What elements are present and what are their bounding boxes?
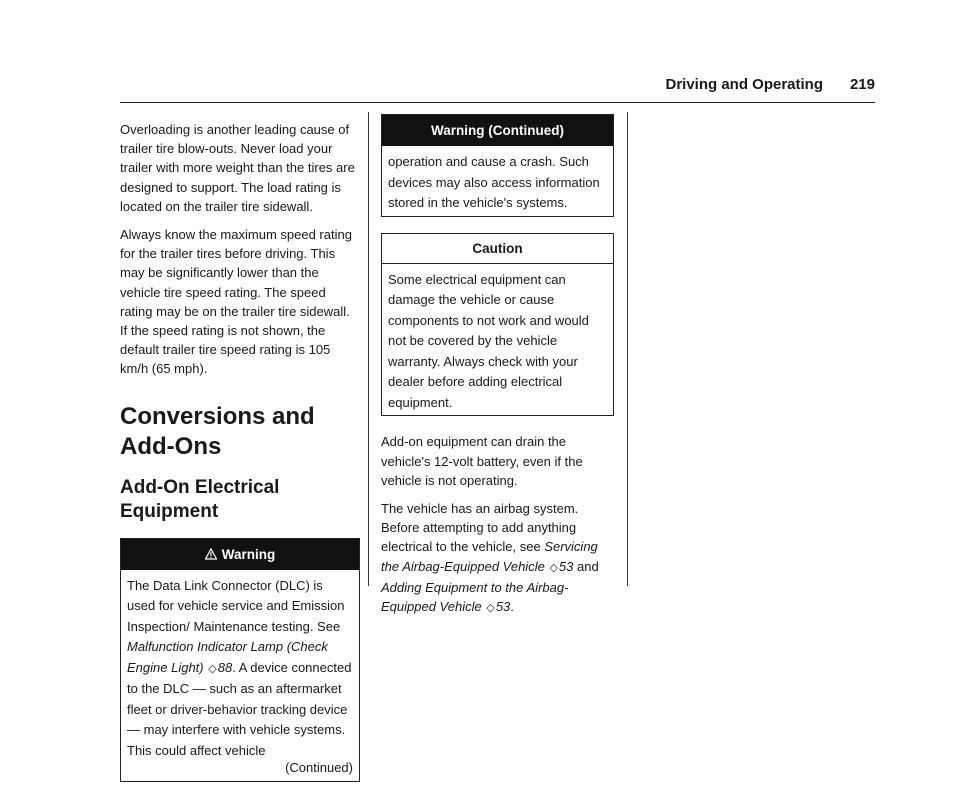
warning-text: The Data Link Connector (DLC) is used for vehicle service and Emission Inspection/ Maintenance testing. See bbox=[127, 577, 345, 634]
warning-continued-body: operation and cause a crash. Such devices may also access information stored in the vehicle's systems. bbox=[388, 154, 600, 211]
paragraph: Overloading is another leading cause of trailer tire blow-outs. Never load your trailer with more weight than the tires are designed to support. The load rating is located on the trailer tire sidewall. bbox=[120, 122, 355, 214]
cross-reference-link[interactable]: Servicing the Airbag-Equipped Vehicle bbox=[381, 539, 598, 574]
warning-box bbox=[120, 538, 360, 782]
section-heading: Conversions and Add-Ons bbox=[120, 402, 315, 460]
subsection-heading: Add-On Electrical Equipment bbox=[120, 476, 280, 522]
column-divider bbox=[368, 112, 369, 586]
period-text: . bbox=[510, 599, 514, 615]
middle-column bbox=[381, 114, 614, 627]
column-divider bbox=[627, 112, 628, 586]
warning-header bbox=[121, 539, 359, 570]
continued-label: (Continued) bbox=[285, 760, 353, 776]
cross-reference-link[interactable]: Malfunction Indicator Lamp (Check Engine Light) bbox=[127, 639, 328, 675]
page-header bbox=[120, 76, 875, 103]
warning-text: . A device connected to the DLC — such as an aftermarket fleet or driver-behavior tracking device — may interfere with vehicle systems. This could affect vehicle bbox=[127, 659, 352, 758]
paragraph: Add-on equipment can drain the vehicle's 12-volt battery, even if the vehicle is not operating. bbox=[381, 434, 583, 488]
page-ref-icon: ◇ bbox=[549, 561, 558, 574]
warning-continued-header: Warning (Continued) bbox=[382, 115, 613, 146]
cross-reference-link[interactable]: Adding Equipment to the Airbag-Equipped Vehicle bbox=[381, 579, 569, 615]
page-ref-icon: ◇ bbox=[208, 662, 217, 675]
paragraph: Always know the maximum speed rating for the trailer tires before driving. This may be significantly lower than the vehicle tire speed rating. The speed rating may be on the trailer tire sidewall. If the speed rating is not shown, the default trailer tire speed rating is 105 km/h (65 mph). bbox=[120, 227, 352, 377]
warning-body bbox=[121, 570, 359, 781]
caution-box bbox=[381, 233, 614, 417]
warning-continued-box bbox=[381, 114, 614, 217]
paragraph-text: The vehicle has an airbag system. Before attempting to add anything electrical to the vehicle, see bbox=[381, 501, 579, 555]
conjunction-text: and bbox=[577, 558, 599, 574]
caution-body: Some electrical equipment can damage the vehicle or cause components to not work and would not be covered by the vehicle warranty. Always check with your dealer before adding electrical equipment. bbox=[388, 271, 589, 410]
warning-icon bbox=[205, 548, 217, 560]
page-reference[interactable]: 53 bbox=[495, 599, 511, 615]
section-title: Driving and Operating bbox=[665, 76, 823, 93]
page-reference[interactable]: 88 bbox=[217, 659, 233, 675]
warning-title: Warning bbox=[221, 546, 276, 562]
caution-header: Caution bbox=[382, 234, 613, 264]
page-reference[interactable]: 53 bbox=[558, 558, 574, 574]
left-column bbox=[120, 120, 360, 792]
paragraph bbox=[381, 499, 614, 618]
page-ref-icon: ◇ bbox=[486, 602, 495, 615]
page-number: 219 bbox=[849, 76, 875, 93]
